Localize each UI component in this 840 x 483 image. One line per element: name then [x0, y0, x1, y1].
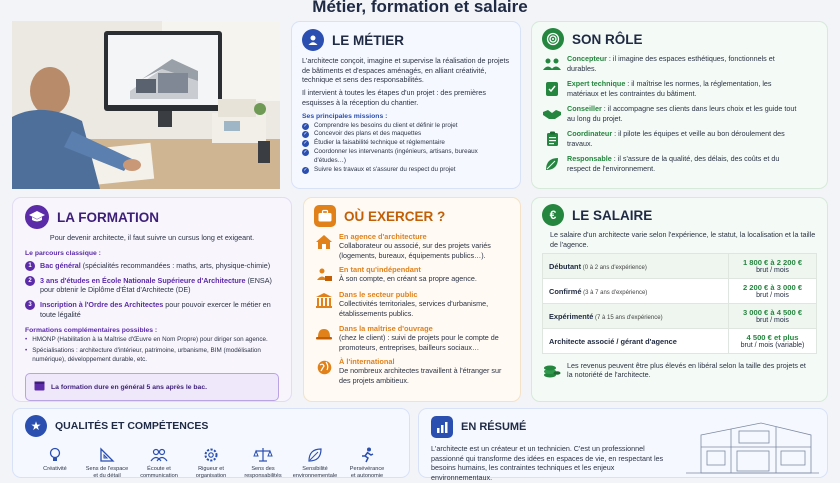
cog-icon	[203, 447, 219, 463]
skill-item: Écoute et communication	[133, 447, 185, 481]
resume-title: EN RÉSUMÉ	[461, 421, 527, 433]
qualites-card	[12, 408, 410, 478]
star-icon: ★	[25, 415, 47, 437]
runner-icon	[359, 447, 375, 463]
role-item: Expert technique : il maîtrise les normes, la réglementation, les matériaux et les contraintes du bâtiment.	[542, 79, 817, 99]
architect-photo	[12, 21, 280, 189]
skill-item: Persévérance et autonomie	[341, 447, 393, 481]
check-icon: ✓	[303, 149, 308, 156]
metier-paragraph-2: Il intervient à toutes les étapes d'un projet : des premières esquisses à la réception du chantier.	[302, 88, 486, 107]
salaire-card	[531, 197, 828, 402]
list-item: ✓ Étudier la faisabilité technique et réglementaire	[303, 139, 445, 147]
salary-table	[542, 253, 817, 354]
team-icon	[150, 447, 168, 463]
formation-note: La formation dure en général 5 ans après le bac.	[25, 373, 279, 401]
salaire-intro: Le salaire d'un architecte varie selon l'expérience, le statut, la localisation et la taille de l'agence.	[550, 230, 816, 249]
list-item: • Spécialisations : architecture d'intérieur, patrimoine, urbanisme, BIM (modélisation numérique), développement durable, etc.	[25, 347, 261, 364]
clipboard-icon	[542, 129, 562, 149]
formation-intro: Pour devenir architecte, il faut suivre un cursus long et exigeant.	[49, 233, 255, 242]
formation-step: 3 Inscription à l'Ordre des Architectes pour pouvoir exercer le métier en toute légalité	[25, 300, 279, 319]
exercer-title: OÙ EXERCER ?	[344, 208, 446, 224]
globe-icon	[314, 357, 334, 377]
target-icon	[542, 28, 564, 50]
role-item: Responsable : il s'assure de la qualité, des délais, des coûts et du respect de l'environnement.	[542, 154, 817, 174]
table-row: Débutant (0 à 2 ans d'expérience) 1 800 € à 2 200 € brut / mois	[543, 254, 817, 279]
skill-item: Rigueur et organisation	[185, 447, 237, 481]
house-icon	[314, 232, 334, 252]
scale-icon	[254, 447, 272, 463]
people-icon	[542, 54, 562, 74]
leaf-outline-icon	[307, 447, 323, 463]
exercer-item: En tant qu'indépendant À son compte, en créant sa propre agence.	[314, 265, 510, 285]
resume-text: L'architecte est un créateur et un technicien. C'est un professionnel passionné qui transforme des idées en espaces de vie, en respectant les besoins humains, les contraintes techniques et les enjeux environnementaux.	[431, 444, 664, 483]
building-icon	[314, 290, 334, 310]
euro-icon: €	[542, 204, 564, 226]
coins-icon	[542, 360, 562, 380]
resume-card	[418, 408, 828, 483]
role-card	[531, 21, 828, 189]
list-item: ✓ Concevoir des plans et des maquettes	[303, 130, 422, 138]
graduation-cap-icon	[25, 205, 49, 229]
person-desk-icon	[314, 265, 334, 285]
parcours-title: Le parcours classique :	[25, 249, 101, 257]
role-item: Coordinateur : il pilote les équipes et veille au bon déroulement des travaux.	[542, 129, 817, 149]
table-row: Architecte associé / gérant d'agence 4 500 € et plus brut / mois (variable)	[543, 329, 817, 354]
role-item: Concepteur : il imagine des espaces esthétiques, fonctionnels et durables.	[542, 54, 817, 74]
role-title: SON RÔLE	[572, 31, 643, 47]
list-item: ✓ Suivre les travaux et s'assurer du respect du projet	[303, 165, 456, 173]
helmet-icon	[314, 324, 334, 344]
formation-title: LA FORMATION	[57, 209, 159, 225]
table-row: Confirmé (3 à 7 ans d'expérience) 2 200 € à 3 000 € brut / mois	[543, 279, 817, 304]
metier-card	[291, 21, 521, 189]
metier-title: LE MÉTIER	[332, 32, 405, 48]
handshake-icon	[542, 104, 562, 124]
salaire-title: LE SALAIRE	[572, 207, 653, 223]
role-item: Conseiller : il accompagne ses clients dans leurs choix et les guide tout au long du projet.	[542, 104, 817, 124]
leaf-icon	[542, 154, 562, 174]
formation-step: 1 Bac général (spécialités recommandées : maths, arts, physique-chimie)	[25, 261, 279, 271]
skill-item: Créativité	[29, 447, 81, 481]
list-item: • HMONP (Habilitation à la Maîtrise d'Œuvre en Nom Propre) pour diriger son agence.	[25, 335, 268, 343]
skill-item: Sens de l'espace et du détail	[81, 447, 133, 481]
check-icon: ✓	[303, 122, 308, 129]
formation-card	[12, 197, 292, 402]
exercer-item: En agence d'architecture Collaborateur ou associé, sur des projets variés (logements, bureaux, équipements publics…).	[314, 232, 510, 260]
exercer-card	[303, 197, 521, 402]
house-sketch-illustration	[681, 415, 821, 475]
salaire-note: Les revenus peuvent être plus élevés en libéral selon la taille des projets et la notoriété de l'architecte.	[542, 360, 817, 380]
compl-title: Formations complémentaires possibles :	[25, 326, 158, 334]
missions-title: Ses principales missions :	[302, 112, 388, 120]
check-icon: ✓	[303, 140, 308, 147]
person-icon	[302, 29, 324, 51]
skill-item: Sensibilité environnementale	[289, 447, 341, 481]
chart-report-icon	[431, 416, 453, 438]
list-item: ✓ Coordonner les intervenants (ingénieurs, artisans, bureaux d'études…)	[303, 148, 478, 164]
lightbulb-icon	[47, 447, 63, 463]
exercer-item: À l'international De nombreux architectes travaillent à l'étranger sur des projets ambitieux.	[314, 357, 510, 385]
metier-paragraph-1: L'architecte conçoit, imagine et supervise la réalisation de projets de bâtiments et d'espaces aménagés, en alliant créativité, technique et sens des responsabilités.	[302, 56, 510, 85]
formation-step: 2 3 ans d'études en École Nationale Supérieure d'Architecture (ENSA) pour obtenir le Diplôme d'État d'Architecte (DE)	[25, 276, 279, 295]
page-title: Métier, formation et salaire	[312, 0, 528, 16]
exercer-item: Dans le secteur public Collectivités territoriales, services d'urbanisme, établissements publics.	[314, 290, 510, 318]
briefcase-icon	[314, 205, 336, 227]
list-item: ✓ Comprendre les besoins du client et définir le projet	[303, 121, 458, 129]
exercer-item: Dans la maîtrise d'ouvrage (chez le client) : suivi de projets pour le compte de promoteurs, entreprises, bailleurs sociaux…	[314, 324, 510, 352]
badge-check-icon	[542, 79, 562, 99]
table-row: Expérimenté (7 à 15 ans d'expérience) 3 000 € à 4 500 € brut / mois	[543, 304, 817, 329]
check-icon: ✓	[303, 131, 308, 138]
calendar-icon	[34, 378, 45, 396]
skill-item: Sens des responsabilités	[237, 447, 289, 481]
check-icon: ✓	[303, 166, 308, 173]
qualites-title: QUALITÉS ET COMPÉTENCES	[55, 420, 209, 432]
set-square-icon	[99, 447, 115, 463]
